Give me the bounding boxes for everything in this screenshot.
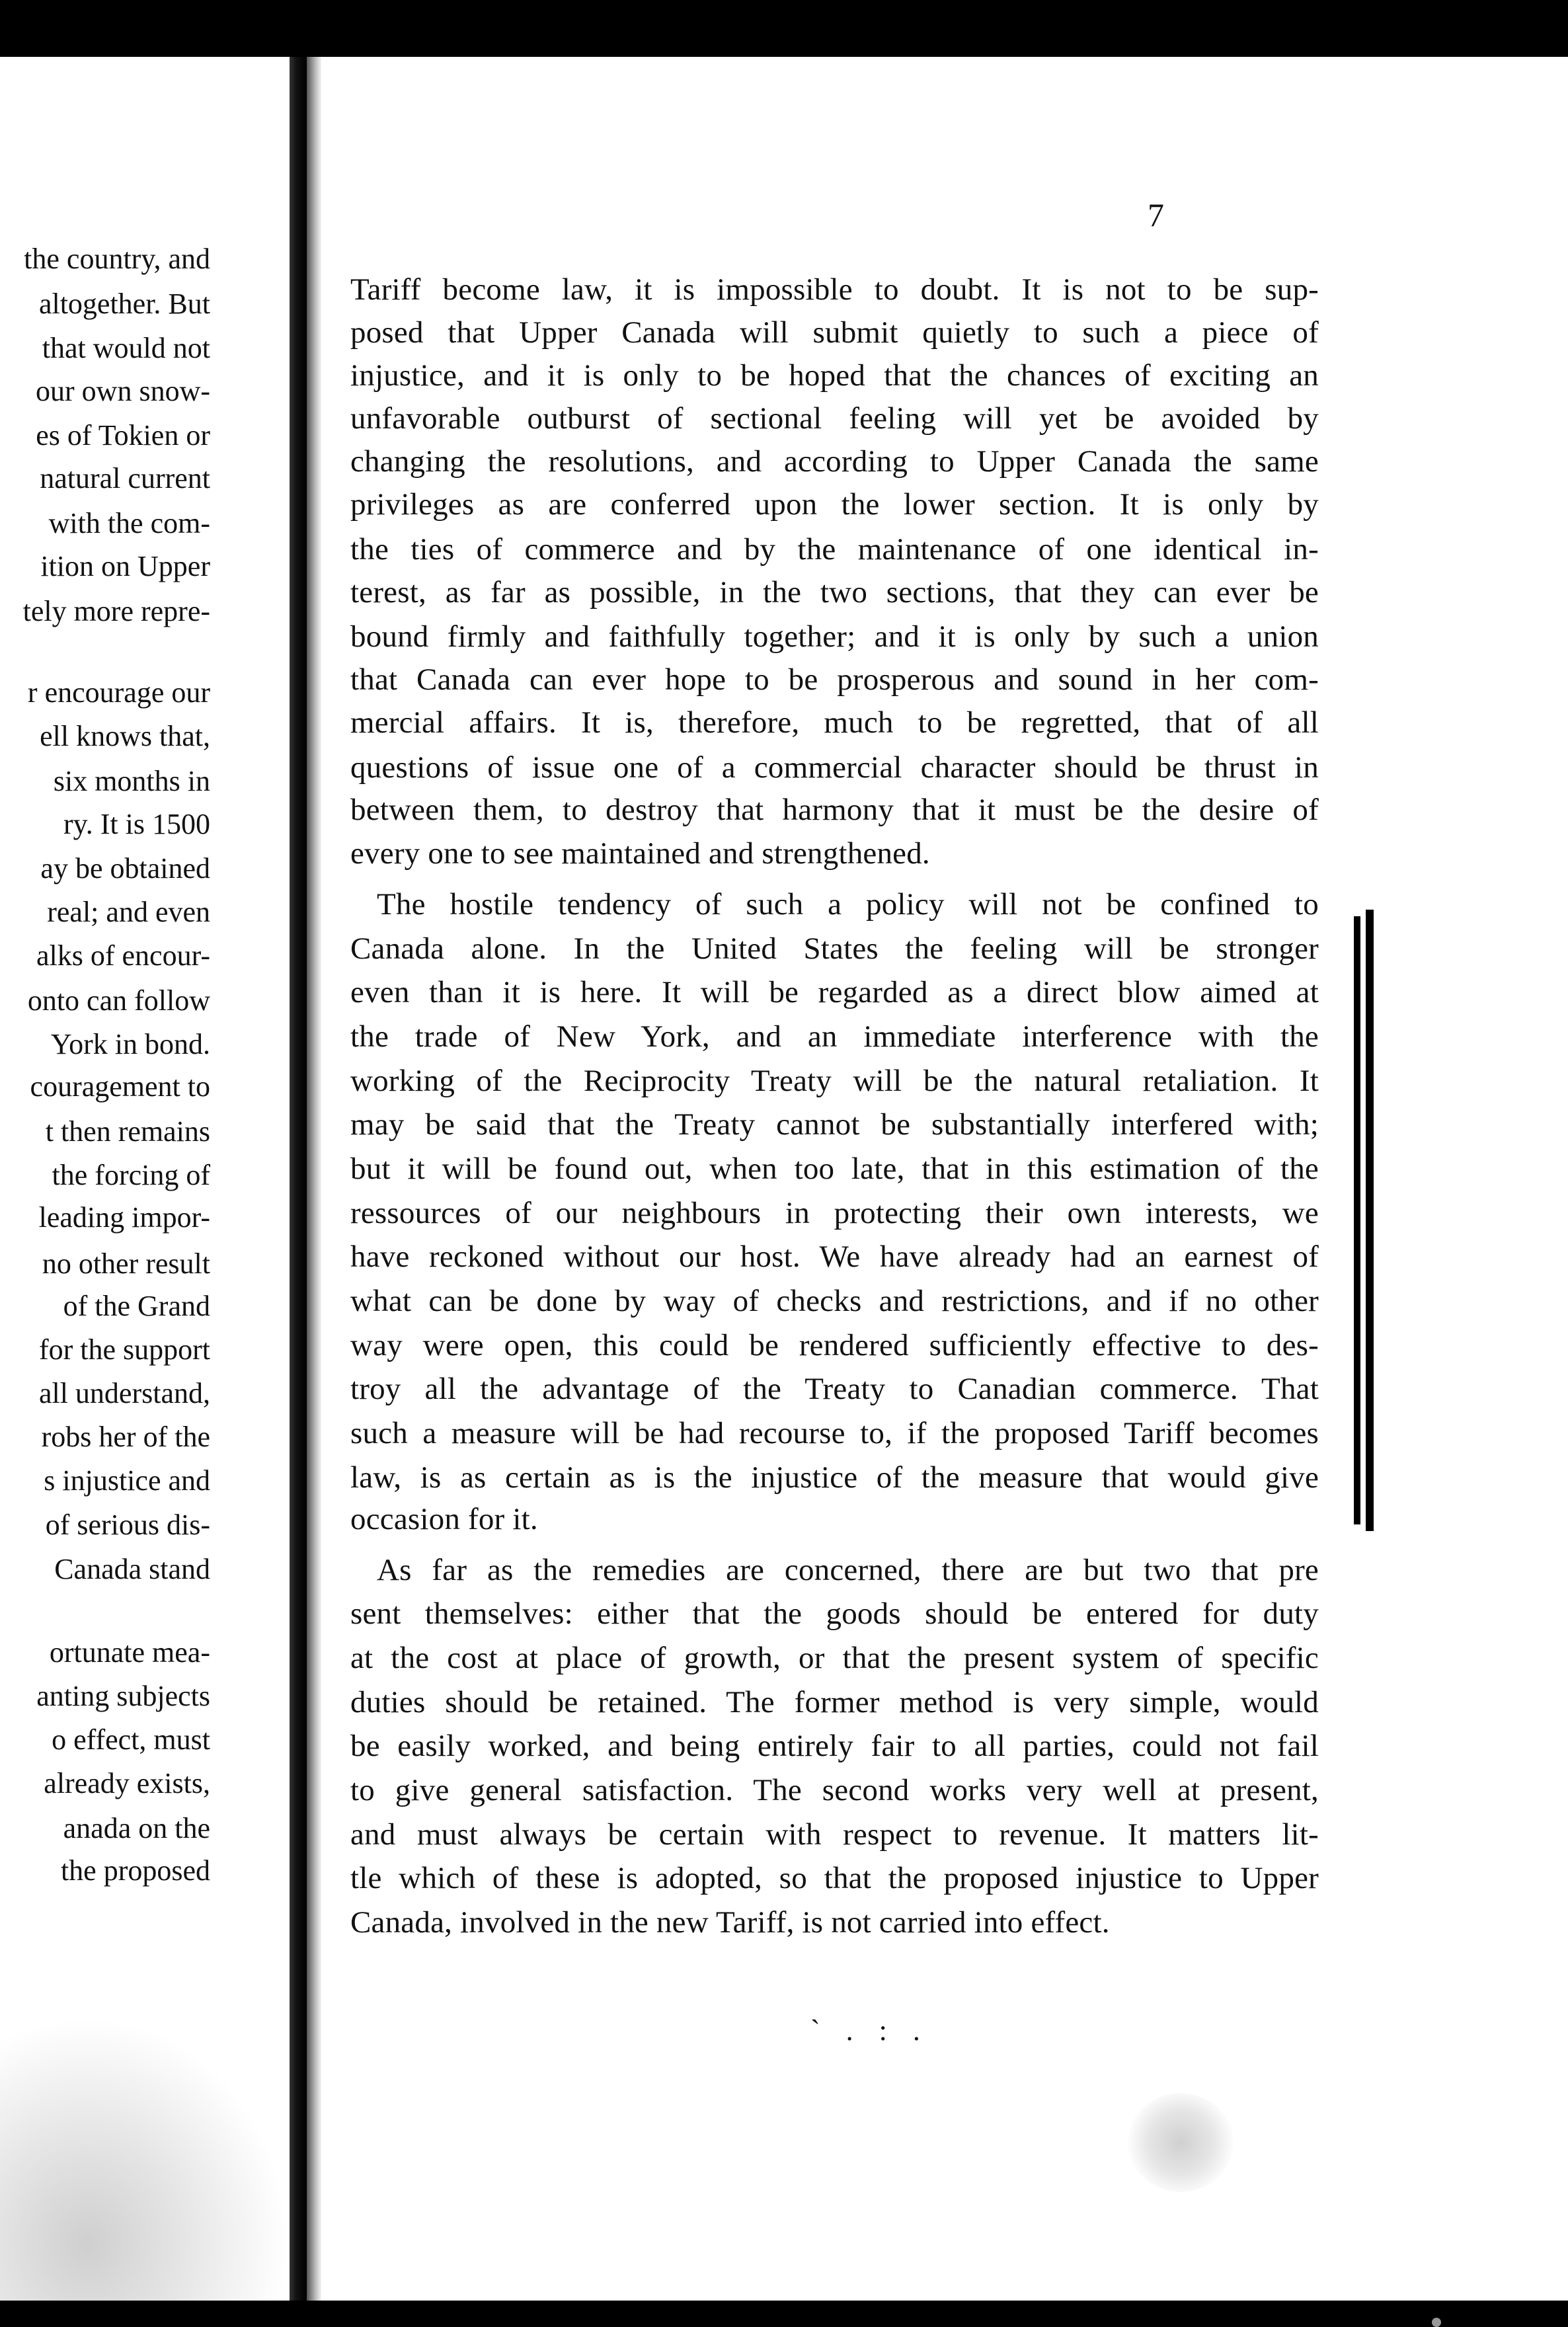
gutter-shadow xyxy=(307,57,321,2301)
left-page-line: the country, and xyxy=(24,243,210,275)
text-line: working of the Reciprocity Treaty will be the natural retaliation. It xyxy=(350,1064,1319,1098)
stray-marks: ` . : . xyxy=(810,2014,929,2047)
text-line: the ties of commerce and by the maintenance of one identical in- xyxy=(350,532,1319,567)
text-line: injustice, and it is only to be hoped that the chances of exciting an xyxy=(350,358,1319,393)
text-line: mercial affairs. It is, therefore, much to be regretted, that of all xyxy=(350,705,1319,740)
text-line: law, is as certain as is the injustice of the measure that would give xyxy=(350,1460,1319,1495)
left-page-line: no other result xyxy=(42,1247,210,1280)
text-line: have reckoned without our host. We have already had an earnest of xyxy=(350,1240,1319,1274)
left-page-line: York in bond. xyxy=(50,1028,210,1060)
left-page-line: of the Grand xyxy=(63,1290,210,1322)
text-line: but it will be found out, when too late, that in this estimation of the xyxy=(350,1152,1319,1186)
left-page-line: onto can follow xyxy=(27,984,210,1017)
left-page-line: ay be obtained xyxy=(40,852,210,885)
text-line: what can be done by way of checks and restrictions, and if no other xyxy=(350,1284,1319,1318)
left-page-line: tely more repre- xyxy=(22,595,210,627)
text-line: to give general satisfaction. The second works very well at present, xyxy=(350,1773,1319,1807)
left-page-line: ry. It is 1500 xyxy=(63,808,210,840)
text-line: that Canada can ever hope to be prosperous and sound in her com- xyxy=(350,662,1319,697)
left-page-line: already exists, xyxy=(44,1767,210,1799)
text-line: As far as the remedies are concerned, there are but two that pre xyxy=(377,1553,1319,1587)
left-page-line: ell knows that, xyxy=(40,720,210,752)
text-line: tle which of these is adopted, so that the proposed injustice to Upper xyxy=(350,1861,1319,1895)
text-line: occasion for it. xyxy=(350,1502,538,1536)
text-line: troy all the advantage of the Treaty to Canadian commerce. That xyxy=(350,1372,1319,1406)
text-line: may be said that the Treaty cannot be substantially interfered with; xyxy=(350,1107,1319,1142)
text-line: privileges as are conferred upon the lower section. It is only by xyxy=(350,487,1319,522)
text-line: changing the resolutions, and according to Upper Canada the same xyxy=(350,444,1319,479)
left-page-line: altogether. But xyxy=(38,288,210,320)
page-speck xyxy=(1432,2318,1441,2327)
text-line: and must always be certain with respect to revenue. It matters lit- xyxy=(350,1817,1319,1852)
left-page-line: robs her of the xyxy=(41,1421,210,1453)
text-line: ressources of our neighbours in protecting their own interests, we xyxy=(350,1196,1319,1230)
left-page-line: ition on Upper xyxy=(40,550,210,582)
left-page-line: couragement to xyxy=(30,1070,210,1103)
text-line: unfavorable outburst of sectional feeling will yet be avoided by xyxy=(350,401,1319,436)
left-page-line: leading impor- xyxy=(38,1201,210,1234)
text-line: even than it is here. It will be regarded as a direct blow aimed at xyxy=(350,975,1319,1009)
left-page-line: with the com- xyxy=(48,507,210,539)
text-line: at the cost at place of growth, or that the present system of specific xyxy=(350,1641,1319,1675)
text-line: questions of issue one of a commercial character should be thrust in xyxy=(350,750,1319,785)
left-page-line: r encourage our xyxy=(27,676,210,709)
left-page-line: our own snow- xyxy=(36,375,210,407)
left-page-line: es of Tokien or xyxy=(36,419,210,452)
left-page-line: the proposed xyxy=(60,1854,210,1887)
text-line: way were open, this could be rendered sufficiently effective to des- xyxy=(350,1328,1319,1362)
text-line: every one to see maintained and strengthened. xyxy=(350,836,930,871)
left-page-line: of serious dis- xyxy=(45,1509,210,1541)
text-line: duties should be retained. The former method is very simple, would xyxy=(350,1685,1319,1719)
margin-marker-bar xyxy=(1354,916,1360,1524)
left-page-line: real; and even xyxy=(47,896,210,928)
text-line: bound firmly and faithfully together; and it is only by such a union xyxy=(350,619,1319,654)
left-page-line: anada on the xyxy=(63,1812,210,1844)
text-line: such a measure will be had recourse to, if the proposed Tariff becomes xyxy=(350,1416,1319,1450)
text-line: posed that Upper Canada will submit quietly to such a piece of xyxy=(350,315,1319,350)
left-page-line: six months in xyxy=(53,765,210,797)
left-page-line: for the support xyxy=(38,1333,210,1366)
left-page-line: t then remains xyxy=(45,1115,210,1148)
text-line: Canada alone. In the United States the feeling will be stronger xyxy=(350,931,1319,966)
left-page-line: natural current xyxy=(40,462,210,494)
left-page-line: s injustice and xyxy=(44,1464,210,1497)
book-gutter xyxy=(290,57,307,2301)
left-page-line: o effect, must xyxy=(52,1723,210,1756)
text-line: the trade of New York, and an immediate interference with the xyxy=(350,1019,1319,1054)
page-number: 7 xyxy=(1148,196,1164,233)
text-line: be easily worked, and being entirely fair to all parties, could not fail xyxy=(350,1729,1319,1763)
left-page-line: Canada stand xyxy=(54,1553,210,1585)
text-line: Tariff become law, it is impossible to doubt. It is not to be sup- xyxy=(350,272,1319,307)
text-line: sent themselves: either that the goods should be entered for duty xyxy=(350,1597,1319,1631)
left-page-line: all understand, xyxy=(38,1377,210,1409)
left-page-line: that would not xyxy=(42,332,210,364)
left-page-line: the forcing of xyxy=(52,1159,210,1191)
facing-page-fragment xyxy=(0,57,290,2301)
page-stain xyxy=(1128,2093,1234,2192)
text-line: between them, to destroy that harmony that it must be the desire of xyxy=(350,793,1319,827)
margin-marker-bar xyxy=(1366,910,1374,1531)
left-page-line: anting subjects xyxy=(36,1680,210,1712)
text-line: The hostile tendency of such a policy will not be confined to xyxy=(377,887,1319,922)
left-page-line: ortunate mea- xyxy=(49,1636,210,1669)
text-line: terest, as far as possible, in the two sections, that they can ever be xyxy=(350,575,1319,610)
left-page-line: alks of encour- xyxy=(36,939,210,972)
left-page-stain xyxy=(0,2016,290,2301)
text-line: Canada, involved in the new Tariff, is not carried into effect. xyxy=(350,1905,1110,1940)
